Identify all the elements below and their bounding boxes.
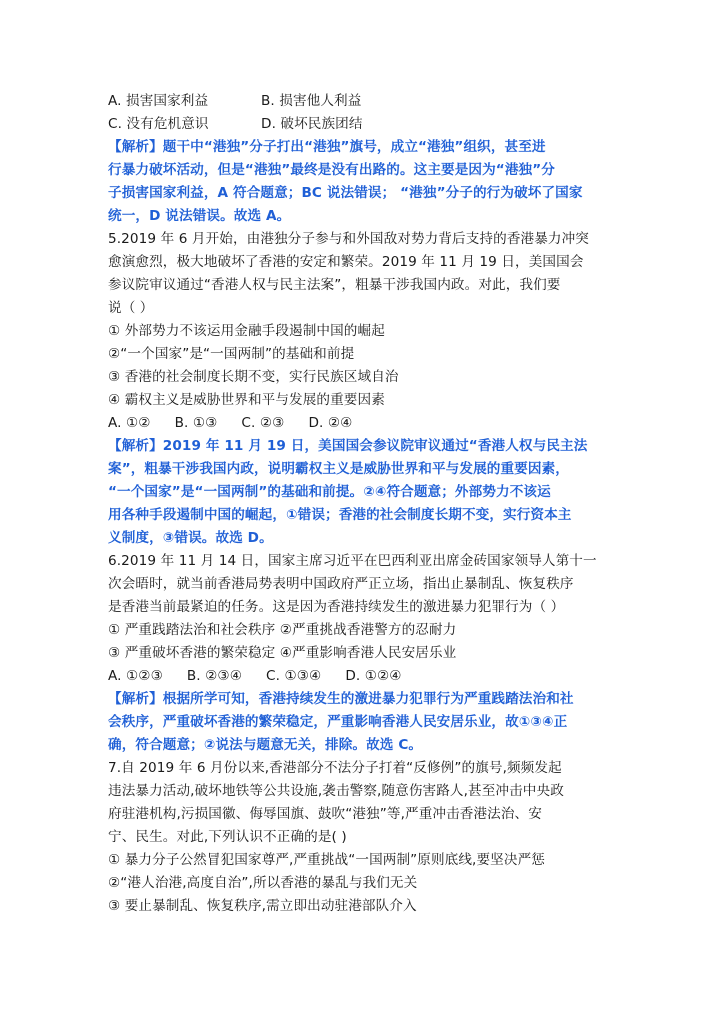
q5-item: ②“一个国家”是“一国两制”的基础和前提 <box>108 346 355 362</box>
q7-stem-line: 7.自 2019 年 6 月份以来,香港部分不法分子打着“反修例”的旗号,频频发起 <box>108 760 562 776</box>
q5-analysis-line: 用各种手段遏制中国的崛起，①错误；香港的社会制度长期不变，实行资本主 <box>108 507 572 523</box>
q5-analysis-line: 案”，粗暴干涉我国内政，说明霸权主义是威胁世界和平与发展的重要因素， <box>108 461 569 477</box>
q6-option-a: A. ①②③ <box>108 668 163 684</box>
q7-item: ②“港人治港,高度自治”,所以香港的暴乱与我们无关 <box>108 875 418 891</box>
q4-analysis-line: 子损害国家利益，A 符合题意；BC 说法错误； “港独”分子的行为破坏了国家 <box>108 185 583 201</box>
q5-option-b: B. ①③ <box>174 415 218 431</box>
q5-option-d: D. ②④ <box>308 415 353 431</box>
q5-stem-line: 5.2019 年 6 月开始，由港独分子参与和外国敌对势力背后支持的香港暴力冲突 <box>108 231 589 247</box>
q5-stem-line: 愈演愈烈，极大地破坏了香港的安定和繁荣。2019 年 11 月 19 日，美国国会 <box>108 254 584 270</box>
q5-options-row <box>108 412 618 435</box>
q6-item: ③ 严重破坏香港的繁荣稳定 ④严重影响香港人民安居乐业 <box>108 645 457 661</box>
q5-analysis-line: 义制度，③错误。故选 D。 <box>108 530 273 546</box>
q5-option-c: C. ②③ <box>241 415 285 431</box>
q5-stem-line: 参议院审议通过“香港人权与民主法案”，粗暴干涉我国内政。对此，我们要 <box>108 277 561 293</box>
q4-option-c: C. 没有危机意识 <box>108 116 209 132</box>
q6-option-d: D. ①②④ <box>345 668 402 684</box>
q7-item: ③ 要止暴制乱、恢复秩序,需立即出动驻港部队介入 <box>108 898 417 914</box>
q6-stem-line: 6.2019 年 11 月 14 日，国家主席习近平在巴西利亚出席金砖国家领导人第十一 <box>108 553 597 569</box>
q6-stem-line: 是香港当前最紧迫的任务。这是因为香港持续发生的激进暴力犯罪行为（ ） <box>108 599 565 615</box>
document-page <box>108 90 618 918</box>
q4-option-b: B. 损害他人利益 <box>261 93 362 109</box>
q6-analysis-line: 会秩序，严重破坏香港的繁荣稳定，严重影响香港人民安居乐业，故①③④正 <box>108 714 568 730</box>
q6-analysis-line: 【解析】根据所学可知，香港持续发生的激进暴力犯罪行为严重践踏法治和社 <box>108 691 574 707</box>
q6-option-b: B. ②③④ <box>186 668 243 684</box>
q6-options-row <box>108 665 618 688</box>
q5-option-a: A. ①② <box>108 415 151 431</box>
q5-item: ④ 霸权主义是威胁世界和平与发展的重要因素 <box>108 392 385 408</box>
q4-options-row-2 <box>108 113 618 136</box>
q7-stem-line: 违法暴力活动,破坏地铁等公共设施,袭击警察,随意伤害路人,甚至冲击中央政 <box>108 783 564 799</box>
q6-item: ① 严重践踏法治和社会秩序 ②严重挑战香港警方的忍耐力 <box>108 622 457 638</box>
q5-stem-line: 说（ ） <box>108 300 154 316</box>
q6-analysis-line: 确，符合题意；②说法与题意无关，排除。故选 C。 <box>108 737 423 753</box>
q4-option-d: D. 破坏民族团结 <box>261 116 363 132</box>
q6-stem-line: 次会晤时，就当前香港局势表明中国政府严正立场，指出止暴制乱、恢复秩序 <box>108 576 574 592</box>
q6-option-c: C. ①③④ <box>266 668 322 684</box>
q7-item: ① 暴力分子公然冒犯国家尊严,严重挑战“一国两制”原则底线,要坚决严惩 <box>108 852 545 868</box>
q7-stem-line: 府驻港机构,污损国徽、侮辱国旗、鼓吹“港独”等,严重冲击香港法治、安 <box>108 806 542 822</box>
q4-analysis-line: 【解析】题干中“港独”分子打出“港独”旗号，成立“港独”组织，甚至进 <box>108 139 546 155</box>
q4-analysis-line: 行暴力破坏活动，但是“港独”最终是没有出路的。这主要是因为“港独”分 <box>108 162 555 178</box>
q5-item: ③ 香港的社会制度长期不变，实行民族区域自治 <box>108 369 399 385</box>
q4-options-row-1 <box>108 90 618 113</box>
q5-analysis-line: 【解析】2019 年 11 月 19 日，美国国会参议院审议通过“香港人权与民主法 <box>108 438 588 454</box>
q5-analysis-line: “一个国家”是“一国两制”的基础和前提。②④符合题意；外部势力不该运 <box>108 484 551 500</box>
q5-item: ① 外部势力不该运用金融手段遏制中国的崛起 <box>108 323 385 339</box>
q7-stem-line: 宁、民生。对此,下列认识不正确的是( ) <box>108 829 347 845</box>
q4-analysis-line: 统一，D 说法错误。故选 A。 <box>108 208 291 224</box>
q4-option-a: A. 损害国家利益 <box>108 93 209 109</box>
